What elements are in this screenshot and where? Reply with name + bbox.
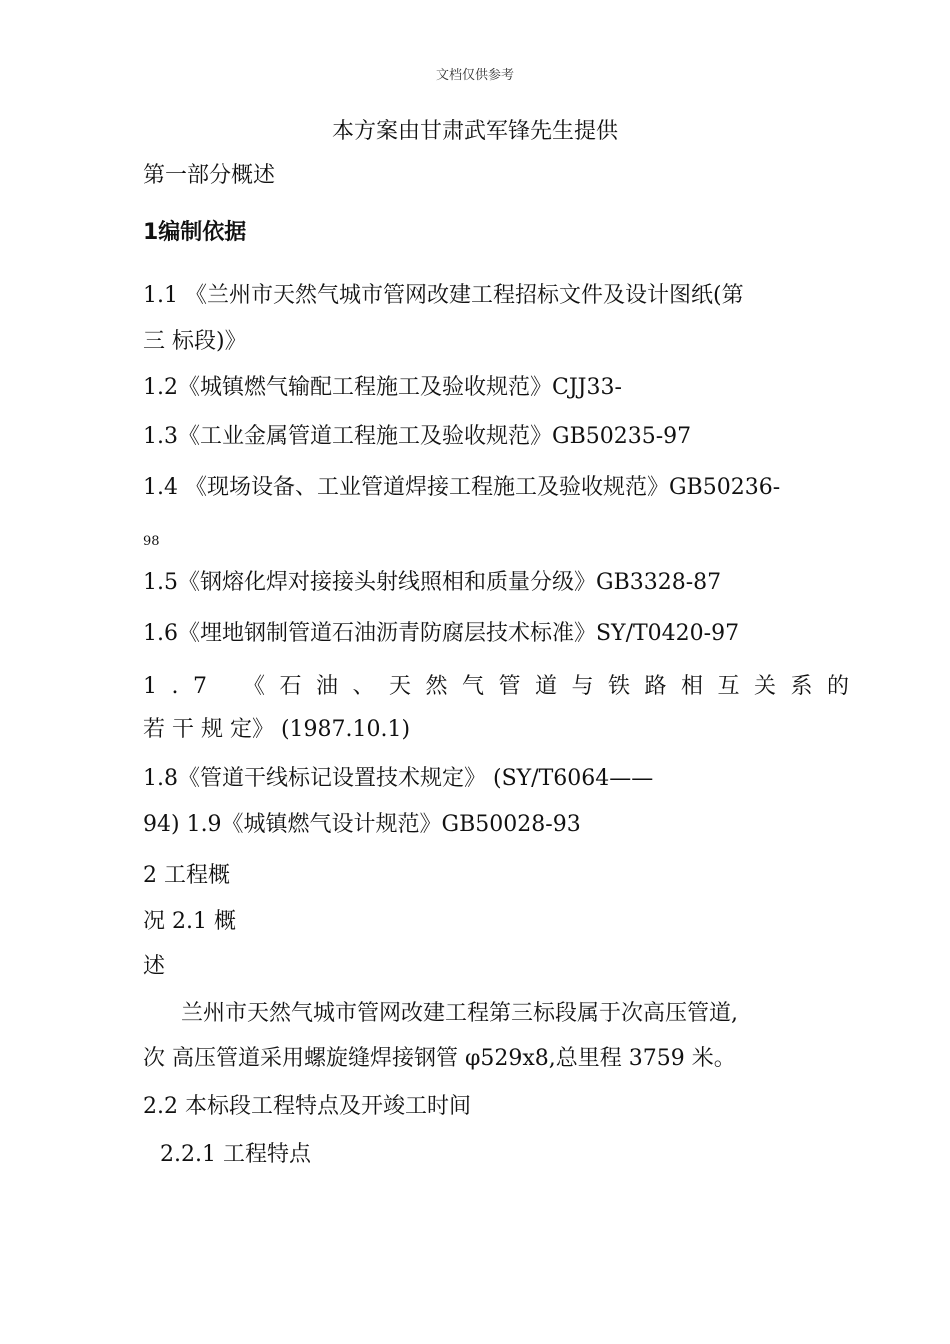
list-item: 1.5《钢熔化焊对接接头射线照相和质量分级》GB3328-87 bbox=[143, 570, 722, 595]
list-item: 98 bbox=[143, 534, 160, 549]
part-title: 第一部分概述 bbox=[143, 163, 276, 188]
list-item: 1.1 《兰州市天然气城市管网改建工程招标文件及设计图纸(第 bbox=[143, 283, 744, 308]
list-item: 1.4 《现场设备、工业管道焊接工程施工及验收规范》GB50236- bbox=[143, 475, 781, 500]
paragraph-line: 兰州市天然气城市管网改建工程第三标段属于次高压管道, bbox=[181, 1001, 738, 1026]
list-item: 1.7 《石油、天然气管道与铁路相互关系的 bbox=[143, 674, 864, 699]
section-heading-overview: 述 bbox=[143, 954, 166, 979]
paragraph-line: 次 高压管道采用螺旋缝焊接钢管 φ529x8,总里程 3759 米。 bbox=[143, 1046, 736, 1071]
section-heading-overview: 2 工程概 bbox=[143, 863, 230, 888]
list-item: 三 标段)》 bbox=[143, 329, 247, 354]
list-item: 1.6《埋地钢制管道石油沥青防腐层技术标准》SY/T0420-97 bbox=[143, 621, 740, 646]
list-item: 若 干 规 定》 (1987.10.1) bbox=[143, 717, 411, 742]
list-item: 1.3《工业金属管道工程施工及验收规范》GB50235-97 bbox=[143, 424, 692, 449]
list-item: 94) 1.9《城镇燃气设计规范》GB50028-93 bbox=[143, 812, 581, 837]
document-title: 本方案由甘肃武军锋先生提供 bbox=[331, 119, 618, 144]
subsection-heading: 2.2 本标段工程特点及开竣工时间 bbox=[143, 1094, 471, 1119]
list-item: 1.8《管道干线标记设置技术规定》 (SY/T6064—— bbox=[143, 766, 654, 791]
section-heading-basis: 1编制依据 bbox=[143, 220, 247, 245]
header-note: 文档仅供参考 bbox=[435, 68, 514, 83]
list-item: 1.2《城镇燃气输配工程施工及验收规范》CJJ33- bbox=[143, 375, 622, 400]
section-heading-overview: 况 2.1 概 bbox=[143, 909, 236, 934]
subsubsection-heading: 2.2.1 工程特点 bbox=[160, 1142, 311, 1167]
